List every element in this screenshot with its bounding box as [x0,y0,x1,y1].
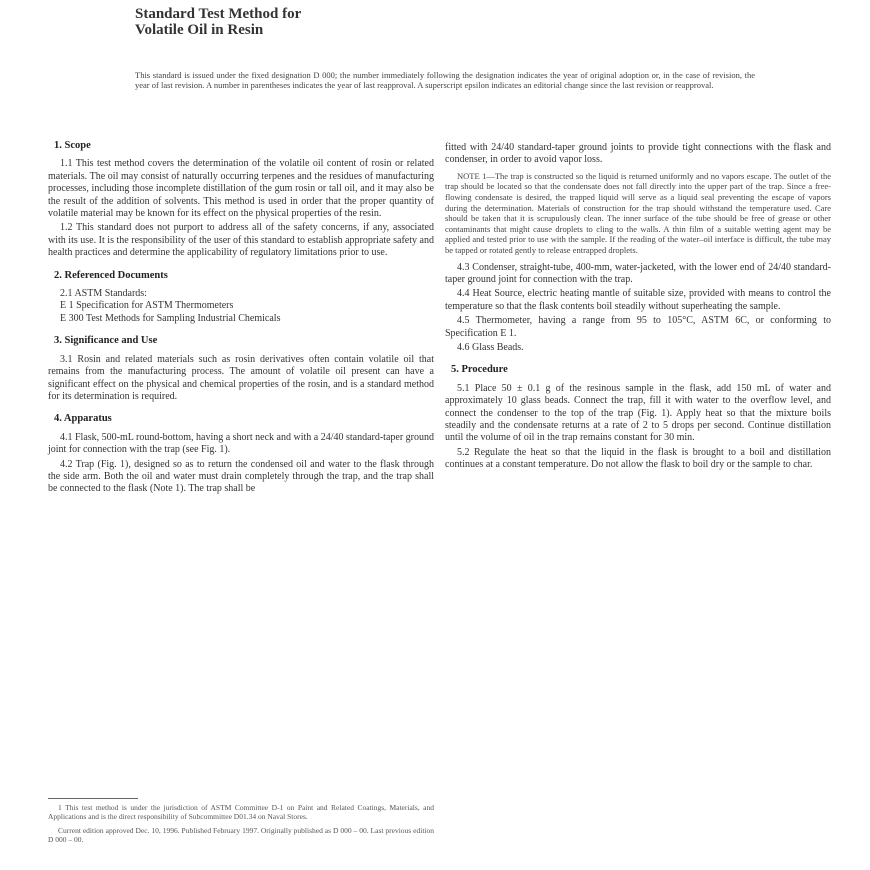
document-title [135,6,555,38]
paragraph-4-6: 4.6 Glass Beads. [457,342,524,353]
section-heading-apparatus: 4. Apparatus [54,413,112,425]
paragraph-4-3: 4.3 Condenser, straight-tube, 400-mm, water-jacketed, with the lower end of 24/40 standard-taper ground joint for connection with the trap. [445,261,831,285]
paragraph-4-5: 4.5 Thermometer, having a range from 95 to 105°C, ASTM 6C, or conforming to Specification E 1. [445,315,831,339]
referenced-item: 2.1 ASTM Standards: [60,288,147,300]
paragraph-4-2: 4.2 Trap (Fig. 1), designed so as to return the condensed oil and water to the flask through the side arm. Both the oil and water must drain completely through the trap, and the trap shall be connected to the flask (Note 1). The trap shall be [48,458,434,495]
footnotes [48,803,434,849]
paragraph-4-4: 4.4 Heat Source, electric heating mantle of suitable size, provided with means to control the temperature so that the flask contents boil steadily without superheating the sample. [445,288,831,312]
paragraph-1-2: 1.2 This standard does not purport to address all of the safety concerns, if any, associated with its use. It is the responsibility of the user of this standard to establish appropriate safety and health practices and determine the applicability of regulatory limitations prior to use. [48,222,434,259]
referenced-item: E 1 Specification for ASTM Thermometers [60,300,234,312]
paragraph-4-1: 4.1 Flask, 500-mL round-bottom, having a short neck and with a 24/40 standard-taper ground joint for connection with the trap (see Fig. 1). [48,431,434,456]
title-line-2: Volatile Oil in Resin [135,22,264,38]
footnote: 1 This test method is under the jurisdiction of ASTM Committee D-1 on Paint and Related Coatings, Materials, and Applications and is the direct responsibility of Subcommittee D01.34 on Naval Stores. [48,803,434,821]
note-1: NOTE 1—The trap is constructed so the liquid is returned uniformly and no vapors escape. The outlet of the trap should be located so that the condensate does not fall directly into the upper part of the trap. Since a free-flowing condensate is desired, the trapped liquid will serve as a liquid seal preventing the escape of vapors during the determination. Materials of construction for the trap should withstand the temperature used. Care should be taken that it is scrupulously clean. The inner surface of the tube should be free of grease or other contaminants that might cause droplets to cling to the walls. A thin film of a suitable wetting agent may be applied and tested prior to use with the sample. If the reading of the water–oil interface is difficult, the tube may be tapped or rotated gently to release entrapped droplets. [445,170,831,255]
referenced-item: E 300 Test Methods for Sampling Industrial Chemicals [60,312,281,324]
paragraph-5-2: 5.2 Regulate the heat so that the liquid in the flask is brought to a boil and distillation continues at a constant temperature. Do not allow the flask to boil dry or the sample to char. [445,446,831,471]
footnote: Current edition approved Dec. 10, 1996. Published February 1997. Originally published as D 000 – 00. Last previous edition D 000 – 00. [48,826,434,844]
section-heading-referenced-documents: 2. Referenced Documents [54,269,168,281]
paragraph-3-1: 3.1 Rosin and related materials such as rosin derivatives often contain volatile oil that remains from the manufacturing process. The amount of volatile oil present can have a significant effect on the physical and chemical properties of the rosin, and is a standard method for its determination is required. [48,353,434,402]
section-heading-significance: 3. Significance and Use [54,335,158,347]
left-column [48,140,434,498]
section-heading-scope: 1. Scope [54,140,91,151]
section-heading-procedure: 5. Procedure [451,364,508,376]
designation-note: This standard is issued under the fixed designation D 000; the number immediately following the designation indicates the year of original adoption or, in the case of revision, the year of last revision. A number in parentheses indicates the year of last reapproval. A superscript epsilon indicates an editorial change since the last revision or reapproval. [135,70,755,90]
paragraph-4-2-continued: fitted with 24/40 standard-taper ground joints to provide tight connections with the flask and condenser, in order to avoid vapor loss. [445,142,831,166]
title-line-1: Standard Test Method for [135,6,302,22]
right-column [445,142,831,474]
paragraph-1-1: 1.1 This test method covers the determination of the volatile oil content of rosin or related materials. The oil may consist of naturally occurring terpenes and the residues of manufacturing processes, including those incomplete distillation of the gum rosin or tall oil, and it may also be the result of the addition of solvents. This method is used in order that the proper quantity of volatile material may be known for its effect on the physical properties of the resin. [48,158,434,220]
footnote-divider [48,798,138,799]
paragraph-5-1: 5.1 Place 50 ± 0.1 g of the resinous sample in the flask, add 150 mL of water and approximately 10 glass beads. Connect the trap, fill it with water to the overflow level, and connect the condenser to the top of the trap (Fig. 1). Apply heat so that the mixture boils steadily and the condensate returns at a rate of 2 to 5 drops per second. Continue distillation until the volume of oil in the trap remains constant for 30 min. [445,382,831,444]
